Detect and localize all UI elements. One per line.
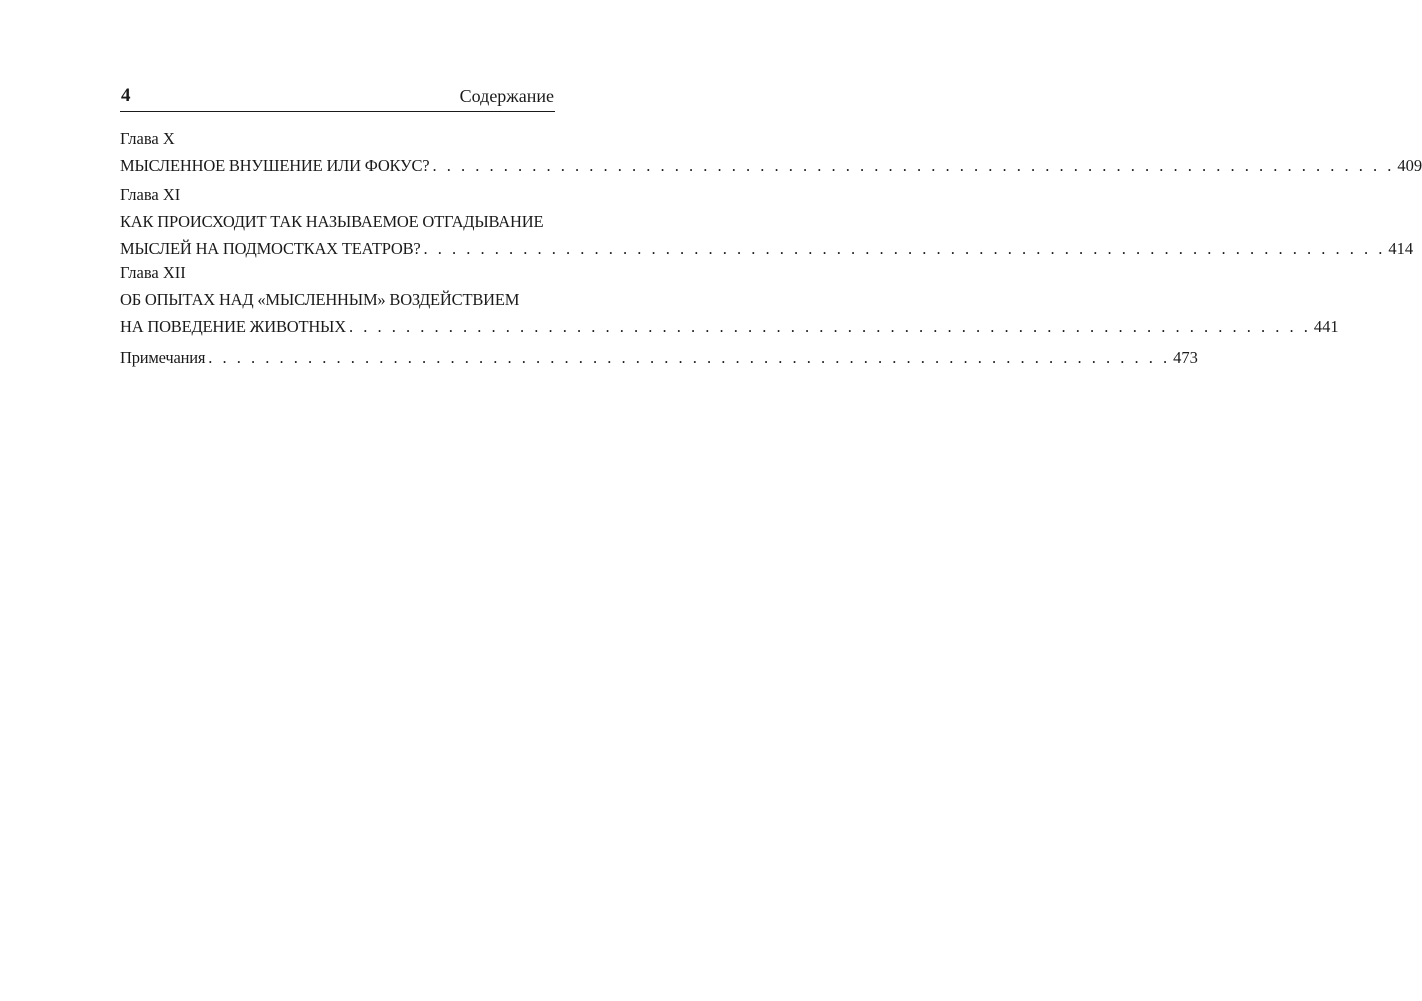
running-head: Содержание (459, 86, 554, 106)
chapter-label: Глава XI (120, 185, 181, 204)
toc-line (120, 235, 1414, 262)
toc-entry-chapter-11 (120, 181, 1414, 262)
chapter-title: ОБ ОПЫТАХ НАД «МЫСЛЕННЫМ» ВОЗДЕЙСТВИЕМ (120, 290, 520, 309)
page-reference: 409 (1397, 156, 1422, 175)
dot-leader: . . . . . . . . . . . . . . . . . . . . . . . . . . . . . . . . . . . . . . . . . . . . . . . . . . . . . . . . . . . . . . . . . . . . (432, 156, 1395, 175)
chapter-title: МЫСЛЕЙ НА ПОДМОСТКАХ ТЕАТРОВ? (120, 239, 421, 258)
notes-title: Примечания (120, 348, 206, 367)
toc-entry-notes (120, 344, 1198, 371)
dot-leader: . . . . . . . . . . . . . . . . . . . . . . . . . . . . . . . . . . . . . . . . . . . . . . . . . . . . . . . . . . . . . . . . . . . . (348, 317, 1311, 336)
header-rule (120, 111, 555, 112)
chapter-title: МЫСЛЕННОЕ ВНУШЕНИЕ ИЛИ ФОКУС? (120, 156, 430, 175)
dot-leader: . . . . . . . . . . . . . . . . . . . . . . . . . . . . . . . . . . . . . . . . . . . . . . . . . . . . . . . . . . . . . . . . . . . . (423, 239, 1386, 258)
dot-leader: . . . . . . . . . . . . . . . . . . . . . . . . . . . . . . . . . . . . . . . . . . . . . . . . . . . . . . . . . . . . . . . . . . . . (208, 348, 1171, 367)
toc-line (120, 344, 1198, 371)
chapter-label: Глава XII (120, 263, 186, 282)
page-reference: 441 (1313, 317, 1339, 336)
chapter-label: Глава X (120, 129, 175, 148)
toc-line (120, 152, 1422, 179)
page-number: 4 (121, 85, 131, 106)
chapter-title: КАК ПРОИСХОДИТ ТАК НАЗЫВАЕМОЕ ОТГАДЫВАНИЕ (120, 212, 544, 231)
toc-entry-chapter-12 (120, 259, 1339, 340)
page-reference: 414 (1388, 239, 1414, 258)
chapter-title: НА ПОВЕДЕНИЕ ЖИВОТНЫХ (120, 317, 346, 336)
toc-entry-chapter-10 (120, 125, 1422, 179)
page-reference: 473 (1173, 348, 1198, 367)
toc-line (120, 313, 1339, 340)
